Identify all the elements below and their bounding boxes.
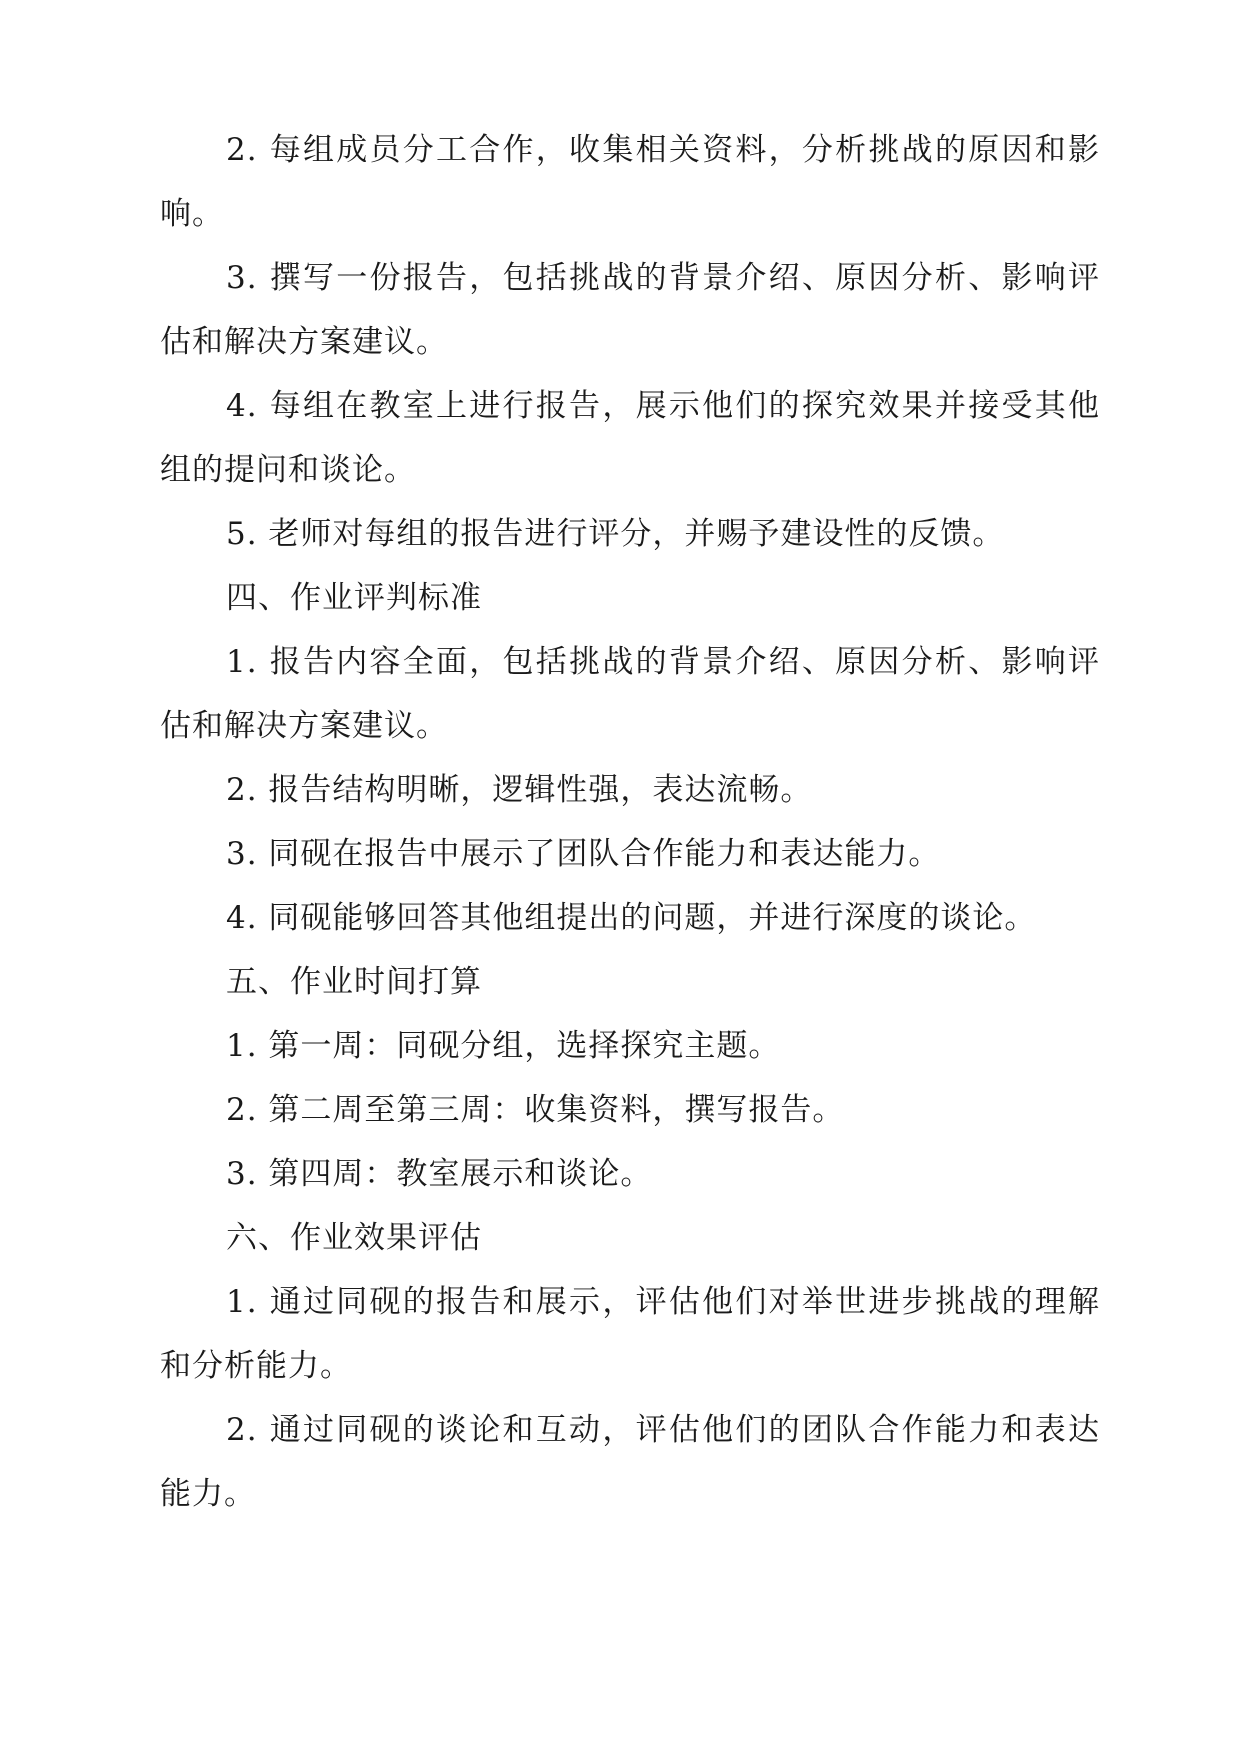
- paragraph-schedule-1: 1. 第一周：同砚分组，选择探究主题。: [226, 1028, 781, 1064]
- paragraph-criteria-4: 4. 同砚能够回答其他组提出的问题，并进行深度的谈论。: [226, 900, 1037, 936]
- paragraph-schedule-2: 2. 第二周至第三周：收集资料，撰写报告。: [226, 1092, 845, 1128]
- section-heading-schedule: 五、作业时间打算: [226, 964, 482, 1000]
- paragraph-task-step-3: 3. 撰写一份报告，包括挑战的背景介绍、原因分析、影响评估和解决方案建议。: [160, 260, 1100, 360]
- section-heading-evaluation: 六、作业效果评估: [226, 1220, 482, 1256]
- paragraph-task-step-5: 5. 老师对每组的报告进行评分，并赐予建设性的反馈。: [226, 516, 1005, 552]
- paragraph-schedule-3: 3. 第四周：教室展示和谈论。: [226, 1156, 653, 1192]
- paragraph-evaluation-1: 1. 通过同砚的报告和展示，评估他们对举世进步挑战的理解和分析能力。: [160, 1284, 1100, 1384]
- paragraph-task-step-4: 4. 每组在教室上进行报告，展示他们的探究效果并接受其他组的提问和谈论。: [160, 388, 1100, 488]
- section-heading-criteria: 四、作业评判标准: [226, 580, 482, 616]
- paragraph-criteria-2: 2. 报告结构明晰，逻辑性强，表达流畅。: [226, 772, 813, 808]
- document-body: [160, 118, 1100, 1526]
- paragraph-criteria-3: 3. 同砚在报告中展示了团队合作能力和表达能力。: [226, 836, 941, 872]
- paragraph-evaluation-2: 2. 通过同砚的谈论和互动，评估他们的团队合作能力和表达能力。: [160, 1412, 1100, 1512]
- paragraph-criteria-1: 1. 报告内容全面，包括挑战的背景介绍、原因分析、影响评估和解决方案建议。: [160, 644, 1100, 744]
- paragraph-task-step-2: 2. 每组成员分工合作，收集相关资料，分析挑战的原因和影响。: [160, 132, 1100, 232]
